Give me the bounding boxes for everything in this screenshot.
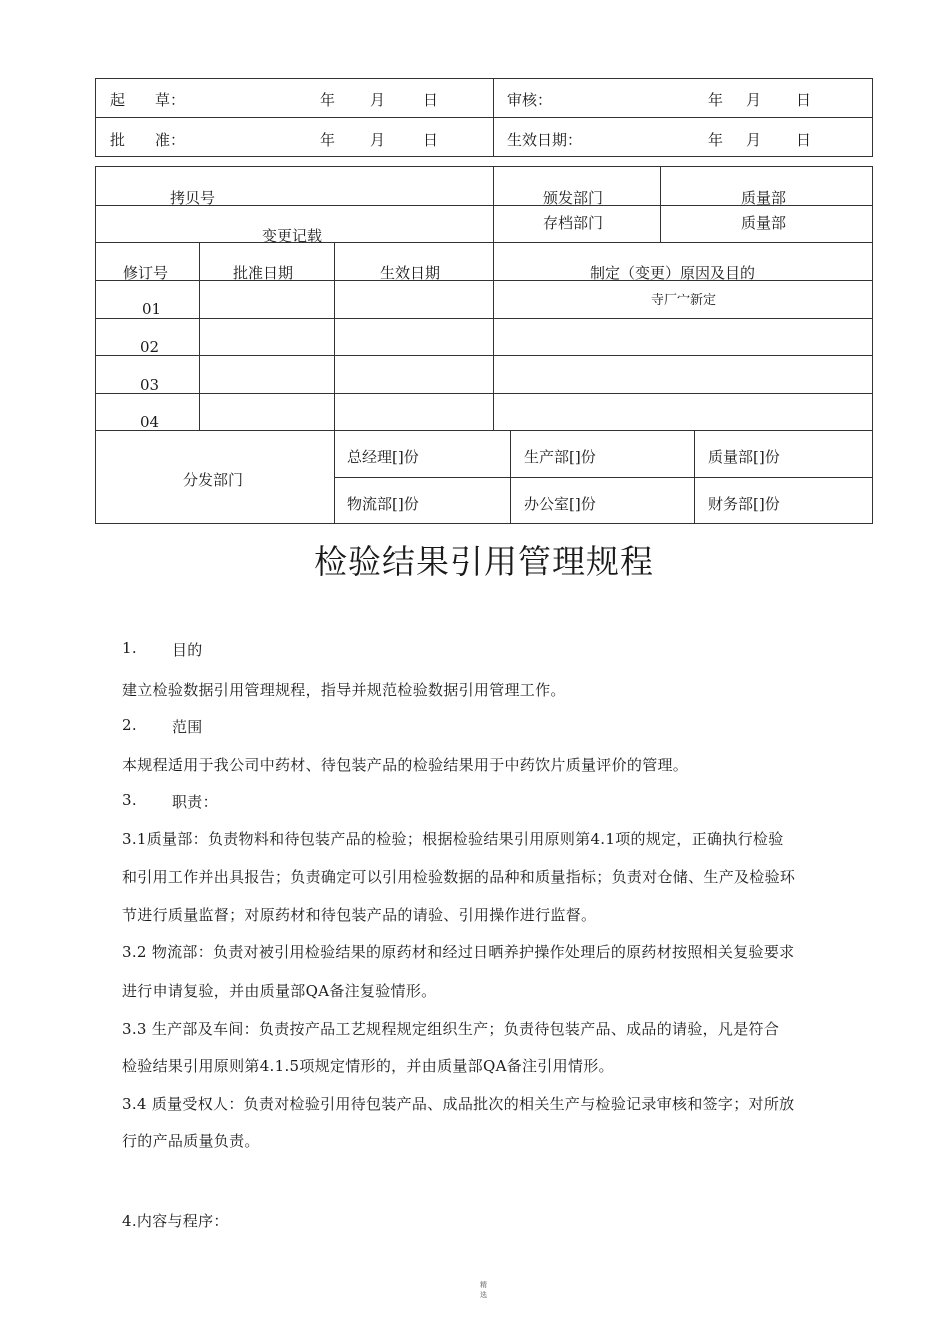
issue-dept-label: 颁发部门	[543, 189, 604, 207]
column-header-approval-date: 批准日期	[233, 264, 294, 282]
draft-year: 年	[320, 91, 336, 109]
section-4-heading: 4.内容与程序：	[122, 1212, 229, 1230]
paragraph-3-4-line: 行的产品质量负责。	[122, 1132, 260, 1150]
page-title: 检验结果引用管理规程	[314, 542, 654, 581]
paragraph-3-4-line: 3.4 质量受权人：负责对检验引用待包装产品、成品批次的相关生产与检验记录审核和签字；对所放	[122, 1095, 795, 1113]
approve-day: 日	[423, 131, 439, 149]
distribution-logistics-dept: 物流部[]份	[347, 495, 419, 513]
paragraph-3-1-line: 节进行质量监督；对原药材和待包装产品的请验、引用操作进行监督。	[122, 906, 597, 924]
effective-day: 日	[796, 131, 812, 149]
rule-h1	[95, 205, 493, 206]
revision-row-reason: 寺厂宀新定	[651, 293, 717, 308]
section-3-number: 3.	[122, 791, 137, 809]
distribution-finance-dept: 财务部[]份	[708, 495, 780, 513]
approve-year: 年	[320, 131, 336, 149]
distribution-general-manager: 总经理[]份	[347, 448, 419, 466]
column-header-revision-no: 修订号	[123, 264, 169, 282]
copy-no-label: 拷贝号	[170, 189, 216, 207]
distribution-office: 办公室[]份	[524, 495, 596, 513]
review-month: 月	[746, 91, 762, 109]
rule-v-col2	[334, 242, 335, 524]
paragraph-3-1-line: 3.1质量部：负责物料和待包装产品的检验；根据检验结果引用原则第4.1项的规定，正确执行检验	[122, 830, 784, 848]
section-1-text: 建立检验数据引用管理规程，指导并规范检验数据引用管理工作。	[122, 681, 566, 699]
effective-date-label: 生效日期：	[507, 131, 583, 149]
revision-row-no: 02	[140, 338, 160, 356]
section-1-heading: 目的	[172, 641, 203, 659]
rule-v-top-right	[660, 166, 661, 242]
rule-v-col3	[493, 242, 494, 430]
footer-note-line-1: 精	[480, 1281, 487, 1289]
approve-label: 批 准：	[110, 131, 186, 149]
column-header-reason: 制定（变更）原因及目的	[590, 264, 756, 282]
paragraph-3-2-line: 进行申请复验，并由质量部QA备注复验情形。	[122, 982, 437, 1000]
rule-v-dist1	[510, 430, 511, 524]
signature-table-divider-h	[95, 117, 873, 118]
revision-row-no: 01	[142, 300, 162, 318]
issue-dept-value: 质量部	[741, 189, 787, 207]
distribution-quality-dept: 质量部[]份	[708, 448, 780, 466]
section-2-heading: 范围	[172, 718, 203, 736]
effective-year: 年	[708, 131, 724, 149]
rule-h8	[334, 477, 873, 478]
footer-note-line-2: 选	[480, 1291, 487, 1299]
distribution-label: 分发部门	[183, 471, 244, 489]
paragraph-3-3-line: 检验结果引用原则第4.1.5项规定情形的，并由质量部QA备注引用情形。	[122, 1057, 614, 1075]
effective-month: 月	[746, 131, 762, 149]
approve-month: 月	[370, 131, 386, 149]
draft-day: 日	[423, 91, 439, 109]
paragraph-3-3-line: 3.3 生产部及车间：负责按产品工艺规程规定组织生产；负责待包装产品、成品的请验，凡是符合	[122, 1020, 780, 1038]
review-day: 日	[796, 91, 812, 109]
revision-row-no: 04	[140, 413, 160, 431]
rule-h4	[95, 318, 873, 319]
column-header-effective-date: 生效日期	[380, 264, 441, 282]
review-year: 年	[708, 91, 724, 109]
draft-label: 起 草：	[110, 91, 186, 109]
section-3-heading: 职责：	[172, 793, 218, 811]
rule-v-dist2	[694, 430, 695, 524]
revision-row-no: 03	[140, 376, 160, 394]
signature-table-divider-v	[493, 78, 494, 157]
rule-h6	[95, 393, 873, 394]
rule-h3	[95, 280, 873, 281]
rule-h7	[95, 430, 873, 431]
section-2-text: 本规程适用于我公司中药材、待包装产品的检验结果用于中药饮片质量评价的管理。	[122, 756, 689, 774]
distribution-production-dept: 生产部[]份	[524, 448, 596, 466]
rule-h5	[95, 355, 873, 356]
paragraph-3-1-line: 和引用工作并出具报告；负责确定可以引用检验数据的品种和质量指标；负责对仓储、生产及检验环	[122, 868, 796, 886]
section-1-number: 1.	[122, 639, 137, 657]
rule-v-top-center	[493, 166, 494, 242]
rule-h2	[95, 242, 873, 243]
section-2-number: 2.	[122, 716, 137, 734]
archive-dept-label: 存档部门	[543, 214, 604, 232]
paragraph-3-2-line: 3.2 物流部：负责对被引用检验结果的原药材和经过日晒养护操作处理后的原药材按照相关复验要求	[122, 943, 795, 961]
archive-dept-value: 质量部	[741, 214, 787, 232]
draft-month: 月	[370, 91, 386, 109]
review-label: 审核：	[507, 91, 553, 109]
rule-v-col1	[199, 242, 200, 430]
change-record-label: 变更记载	[262, 227, 323, 245]
